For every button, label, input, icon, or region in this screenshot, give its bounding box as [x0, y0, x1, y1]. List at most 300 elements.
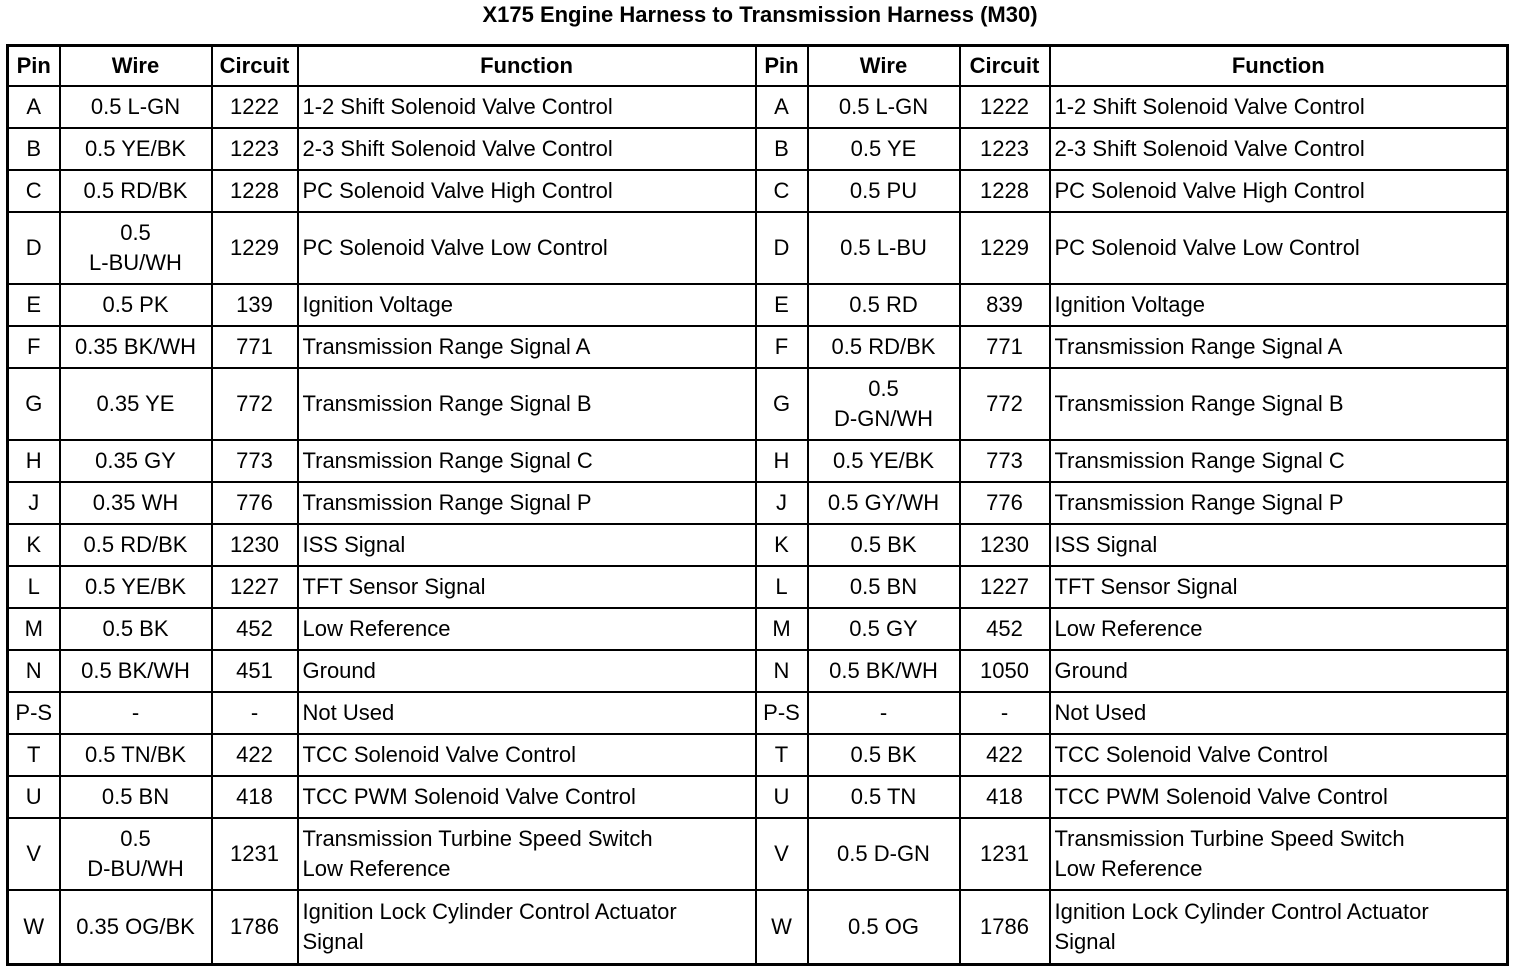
engine-side-pin-cell — [8, 734, 60, 776]
pin-cell-text: F — [774, 334, 789, 359]
circuit-cell-text: 1227 — [980, 574, 1029, 599]
wire-cell-text: 0.5 PU — [849, 178, 918, 203]
engine-side-function-cell — [298, 776, 756, 818]
transmission-side-function-cell — [1050, 692, 1508, 734]
transmission-side-circuit-cell — [960, 326, 1050, 368]
transmission-side-wire-cell — [808, 326, 960, 368]
pin-cell-text: C — [25, 178, 42, 203]
document-title: X175 Engine Harness to Transmission Harness (M30) — [482, 2, 1038, 27]
table-row — [8, 818, 1508, 890]
engine-side-circuit-cell — [212, 368, 298, 440]
transmission-side-pin-cell — [756, 692, 808, 734]
pin-cell-text: F — [27, 334, 41, 359]
pin-cell-text: N — [25, 658, 42, 683]
pin-cell-text: P-S — [763, 700, 800, 725]
function-cell-text: Not Used — [302, 700, 395, 725]
pin-cell-text: W — [771, 913, 792, 939]
transmission-side-function-cell — [1050, 608, 1508, 650]
engine-side-circuit-cell — [212, 776, 298, 818]
transmission-side-function-cell — [1050, 170, 1508, 212]
wire-cell-text: - — [879, 700, 888, 725]
transmission-side-circuit-cell — [960, 734, 1050, 776]
wire-cell-text: 0.5 TN — [850, 784, 917, 809]
engine-side-wire-cell — [60, 128, 212, 170]
table-row — [8, 128, 1508, 170]
transmission-side-circuit-cell — [960, 170, 1050, 212]
wire-cell-text: 0.5 D-BU/WH — [87, 826, 184, 881]
circuit-cell-text: 1230 — [980, 532, 1029, 557]
function-cell-text: Ignition Voltage — [1054, 292, 1205, 317]
transmission-side-circuit-cell — [960, 650, 1050, 692]
engine-side-function-cell — [298, 818, 756, 890]
engine-side-wire-cell — [60, 86, 212, 128]
transmission-side-wire-cell — [808, 212, 960, 284]
wire-cell-text: 0.5 BK — [850, 532, 917, 557]
engine-side-pin-cell — [8, 326, 60, 368]
pin-cell-text: M — [772, 616, 791, 641]
transmission-side-wire-cell — [808, 608, 960, 650]
function-cell-text: PC Solenoid Valve High Control — [1054, 178, 1365, 203]
function-cell-text: PC Solenoid Valve Low Control — [1054, 235, 1360, 260]
transmission-side-pin-cell — [756, 650, 808, 692]
wire-cell-text: 0.5 GY — [849, 616, 918, 641]
transmission-side-function-cell — [1050, 524, 1508, 566]
pin-cell-text: U — [773, 784, 790, 809]
transmission-side-circuit-cell — [960, 440, 1050, 482]
circuit-cell-text: 772 — [236, 391, 273, 416]
engine-side-function-cell — [298, 566, 756, 608]
engine-side-function-cell — [298, 284, 756, 326]
engine-side-function-cell — [298, 170, 756, 212]
circuit-cell-text: 139 — [236, 292, 273, 317]
wire-cell-text: 0.5 L-BU/WH — [89, 220, 182, 275]
wire-cell-text: 0.5 YE — [850, 136, 917, 161]
function-cell-text: Transmission Range Signal A — [1054, 334, 1343, 359]
engine-side-function-cell — [298, 692, 756, 734]
engine-side-circuit-cell — [212, 692, 298, 734]
engine-side-pin-cell — [8, 284, 60, 326]
circuit-cell-text: 1230 — [230, 532, 279, 557]
pin-cell-text: U — [25, 784, 42, 809]
circuit-cell-text: - — [1000, 700, 1009, 725]
transmission-side-pin-cell — [756, 440, 808, 482]
circuit-cell-text: 452 — [236, 616, 273, 641]
pin-cell-text: A — [774, 94, 789, 119]
engine-side-function-cell — [298, 440, 756, 482]
pin-cell-text: H — [773, 448, 790, 473]
transmission-side-function-cell — [1050, 818, 1508, 890]
engine-side-circuit-cell — [212, 734, 298, 776]
table-row — [8, 326, 1508, 368]
engine-side-circuit-cell — [212, 650, 298, 692]
function-cell-text: Transmission Range Signal P — [1054, 490, 1344, 515]
wire-cell-text: 0.35 BK/WH — [74, 334, 197, 359]
wire-cell-text: 0.35 OG/BK — [76, 913, 195, 939]
circuit-cell-text: 773 — [986, 448, 1023, 473]
transmission-side-circuit-cell — [960, 128, 1050, 170]
wire-cell-text: 0.5 RD/BK — [831, 334, 936, 359]
engine-side-wire-cell — [60, 608, 212, 650]
header-function: Function — [1050, 46, 1508, 87]
function-cell-text: Transmission Turbine Speed Switch Low Reference — [302, 826, 653, 881]
wire-cell-text: 0.5 PK — [102, 292, 169, 317]
transmission-side-pin-cell — [756, 524, 808, 566]
pin-cell-text: E — [26, 292, 42, 317]
pin-cell-text: G — [25, 391, 43, 416]
function-cell-text: Transmission Range Signal A — [302, 334, 591, 359]
wire-cell-text: 0.5 L-BU — [840, 235, 927, 260]
circuit-cell-text: 772 — [986, 391, 1023, 416]
pin-cell-text: H — [25, 448, 42, 473]
transmission-side-pin-cell — [756, 326, 808, 368]
header-pin: Pin — [8, 46, 60, 87]
pin-cell-text: L — [775, 574, 788, 599]
engine-side-wire-cell — [60, 650, 212, 692]
transmission-side-wire-cell — [808, 86, 960, 128]
engine-side-function-cell — [298, 212, 756, 284]
engine-side-pin-cell — [8, 368, 60, 440]
circuit-cell-text: 1228 — [980, 178, 1029, 203]
engine-side-circuit-cell — [212, 482, 298, 524]
engine-side-circuit-cell — [212, 212, 298, 284]
transmission-side-pin-cell — [756, 734, 808, 776]
engine-side-circuit-cell — [212, 818, 298, 890]
circuit-cell-text: 776 — [986, 490, 1023, 515]
engine-side-wire-cell — [60, 566, 212, 608]
transmission-side-function-cell — [1050, 284, 1508, 326]
circuit-cell-text: 1786 — [230, 913, 279, 939]
function-cell-text: PC Solenoid Valve Low Control — [302, 235, 608, 260]
transmission-side-pin-cell — [756, 482, 808, 524]
engine-side-pin-cell — [8, 890, 60, 964]
function-cell-text: 2-3 Shift Solenoid Valve Control — [302, 136, 613, 161]
engine-side-pin-cell — [8, 818, 60, 890]
function-cell-text: PC Solenoid Valve High Control — [302, 178, 613, 203]
wire-cell-text: 0.5 GY/WH — [827, 490, 940, 515]
circuit-cell-text: 773 — [236, 448, 273, 473]
engine-side-pin-cell — [8, 86, 60, 128]
transmission-side-function-cell — [1050, 326, 1508, 368]
table-row — [8, 86, 1508, 128]
transmission-side-pin-cell — [756, 368, 808, 440]
transmission-side-circuit-cell — [960, 608, 1050, 650]
transmission-side-circuit-cell — [960, 776, 1050, 818]
transmission-side-function-cell — [1050, 128, 1508, 170]
table-row — [8, 608, 1508, 650]
function-cell-text: TCC Solenoid Valve Control — [1054, 742, 1328, 767]
engine-side-wire-cell — [60, 440, 212, 482]
engine-side-function-cell — [298, 482, 756, 524]
engine-side-function-cell — [298, 86, 756, 128]
circuit-cell-text: 1231 — [980, 841, 1029, 866]
transmission-side-circuit-cell — [960, 368, 1050, 440]
engine-side-wire-cell — [60, 776, 212, 818]
engine-side-function-cell — [298, 890, 756, 964]
pin-cell-text: N — [773, 658, 790, 683]
circuit-cell-text: 451 — [236, 658, 273, 683]
transmission-side-wire-cell — [808, 368, 960, 440]
transmission-side-function-cell — [1050, 650, 1508, 692]
circuit-cell-text: 452 — [986, 616, 1023, 641]
transmission-side-function-cell — [1050, 212, 1508, 284]
wire-cell-text: 0.5 OG — [848, 913, 919, 939]
pin-cell-text: G — [772, 391, 791, 416]
wire-cell-text: 0.5 TN/BK — [84, 742, 187, 767]
wire-cell-text: 0.5 L-GN — [90, 94, 181, 119]
circuit-cell-text: 1222 — [980, 94, 1029, 119]
function-cell-text: Low Reference — [1054, 616, 1203, 641]
wire-cell-text: 0.5 D-GN/WH — [834, 376, 933, 431]
wire-cell-text: 0.5 RD/BK — [83, 532, 188, 557]
wire-cell-text: 0.5 BN — [849, 574, 918, 599]
circuit-cell-text: 1228 — [230, 178, 279, 203]
circuit-cell-text: 1229 — [230, 235, 279, 260]
wire-cell-text: 0.35 YE — [96, 391, 175, 416]
circuit-cell-text: 1231 — [230, 841, 279, 866]
circuit-cell-text: 422 — [236, 742, 273, 767]
header-pin: Pin — [756, 46, 808, 87]
function-cell-text: 1-2 Shift Solenoid Valve Control — [1054, 94, 1365, 119]
circuit-cell-text: 418 — [236, 784, 273, 809]
pin-cell-text: K — [774, 532, 789, 557]
engine-side-wire-cell — [60, 326, 212, 368]
table-header-row — [8, 46, 1508, 87]
function-cell-text: Transmission Turbine Speed Switch Low Reference — [1054, 826, 1405, 881]
function-cell-text: 2-3 Shift Solenoid Valve Control — [1054, 136, 1365, 161]
engine-side-pin-cell — [8, 440, 60, 482]
function-cell-text: 1-2 Shift Solenoid Valve Control — [302, 94, 613, 119]
function-cell-text: Ground — [302, 658, 376, 683]
table-row — [8, 734, 1508, 776]
engine-side-wire-cell — [60, 212, 212, 284]
engine-side-wire-cell — [60, 524, 212, 566]
transmission-side-wire-cell — [808, 890, 960, 964]
transmission-side-function-cell — [1050, 890, 1508, 964]
table-row — [8, 566, 1508, 608]
transmission-side-pin-cell — [756, 284, 808, 326]
pin-cell-text: M — [24, 616, 43, 641]
engine-side-function-cell — [298, 734, 756, 776]
table-row — [8, 170, 1508, 212]
table-row — [8, 482, 1508, 524]
function-cell-text: Ground — [1054, 658, 1128, 683]
wire-cell-text: 0.35 GY — [95, 448, 176, 473]
transmission-side-wire-cell — [808, 566, 960, 608]
transmission-side-wire-cell — [808, 284, 960, 326]
transmission-side-function-cell — [1050, 86, 1508, 128]
engine-side-circuit-cell — [212, 440, 298, 482]
engine-side-pin-cell — [8, 608, 60, 650]
transmission-side-pin-cell — [756, 818, 808, 890]
engine-side-wire-cell — [60, 284, 212, 326]
pin-cell-text: A — [26, 94, 42, 119]
transmission-side-pin-cell — [756, 890, 808, 964]
engine-side-circuit-cell — [212, 86, 298, 128]
transmission-side-wire-cell — [808, 692, 960, 734]
transmission-side-wire-cell — [808, 818, 960, 890]
engine-side-wire-cell — [60, 692, 212, 734]
function-cell-text: Transmission Range Signal C — [302, 448, 593, 473]
function-cell-text: ISS Signal — [302, 532, 406, 557]
wire-cell-text: 0.5 YE/BK — [832, 448, 935, 473]
engine-side-circuit-cell — [212, 284, 298, 326]
transmission-side-pin-cell — [756, 608, 808, 650]
engine-side-function-cell — [298, 608, 756, 650]
engine-side-circuit-cell — [212, 128, 298, 170]
wire-cell-text: 0.35 WH — [92, 490, 179, 515]
pin-cell-text: C — [773, 178, 790, 203]
wire-cell-text: 0.5 YE/BK — [84, 136, 187, 161]
header-wire: Wire — [60, 46, 212, 87]
connector-pinout-table — [6, 44, 1509, 966]
function-cell-text: TCC PWM Solenoid Valve Control — [302, 784, 636, 809]
transmission-side-circuit-cell — [960, 818, 1050, 890]
pin-cell-text: V — [26, 841, 42, 866]
table-row — [8, 284, 1508, 326]
engine-side-wire-cell — [60, 818, 212, 890]
circuit-cell-text: 1227 — [230, 574, 279, 599]
function-cell-text: Ignition Voltage — [302, 292, 453, 317]
engine-side-pin-cell — [8, 212, 60, 284]
wire-cell-text: 0.5 BK — [102, 616, 169, 641]
transmission-side-pin-cell — [756, 128, 808, 170]
function-cell-text: Transmission Range Signal B — [1054, 391, 1344, 416]
engine-side-circuit-cell — [212, 566, 298, 608]
wire-cell-text: 0.5 BK/WH — [829, 658, 938, 683]
circuit-cell-text: 1222 — [230, 94, 279, 119]
pin-cell-text: E — [774, 292, 789, 317]
pin-cell-text: T — [774, 742, 789, 767]
engine-side-function-cell — [298, 326, 756, 368]
pin-cell-text: K — [26, 532, 42, 557]
table-row — [8, 440, 1508, 482]
engine-side-function-cell — [298, 524, 756, 566]
circuit-cell-text: 1229 — [980, 235, 1029, 260]
engine-side-wire-cell — [60, 482, 212, 524]
transmission-side-pin-cell — [756, 86, 808, 128]
transmission-side-circuit-cell — [960, 692, 1050, 734]
function-cell-text: Transmission Range Signal C — [1054, 448, 1345, 473]
transmission-side-circuit-cell — [960, 524, 1050, 566]
function-cell-text: Ignition Lock Cylinder Control Actuator Signal — [302, 898, 677, 954]
function-cell-text: TFT Sensor Signal — [1054, 574, 1238, 599]
header-wire: Wire — [808, 46, 960, 87]
table-row — [8, 776, 1508, 818]
circuit-cell-text: 771 — [986, 334, 1023, 359]
transmission-side-wire-cell — [808, 128, 960, 170]
header-circuit: Circuit — [960, 46, 1050, 87]
transmission-side-pin-cell — [756, 170, 808, 212]
table-row — [8, 524, 1508, 566]
engine-side-circuit-cell — [212, 890, 298, 964]
engine-side-wire-cell — [60, 734, 212, 776]
table-row — [8, 368, 1508, 440]
engine-side-pin-cell — [8, 650, 60, 692]
function-cell-text: TFT Sensor Signal — [302, 574, 486, 599]
pin-cell-text: B — [774, 136, 789, 161]
table-row — [8, 890, 1508, 964]
engine-side-pin-cell — [8, 776, 60, 818]
function-cell-text: Transmission Range Signal B — [302, 391, 592, 416]
transmission-side-circuit-cell — [960, 566, 1050, 608]
header-circuit: Circuit — [212, 46, 298, 87]
transmission-side-wire-cell — [808, 734, 960, 776]
function-cell-text: TCC Solenoid Valve Control — [302, 742, 576, 767]
pin-cell-text: V — [774, 841, 789, 866]
engine-side-function-cell — [298, 650, 756, 692]
transmission-side-function-cell — [1050, 566, 1508, 608]
engine-side-function-cell — [298, 128, 756, 170]
engine-side-pin-cell — [8, 170, 60, 212]
header-function: Function — [298, 46, 756, 87]
pin-cell-text: D — [773, 235, 790, 260]
wire-cell-text: 0.5 BK — [850, 742, 917, 767]
transmission-side-circuit-cell — [960, 890, 1050, 964]
function-cell-text: Low Reference — [302, 616, 451, 641]
table-row — [8, 212, 1508, 284]
function-cell-text: Transmission Range Signal P — [302, 490, 592, 515]
function-cell-text: TCC PWM Solenoid Valve Control — [1054, 784, 1388, 809]
circuit-cell-text: - — [250, 700, 259, 725]
wire-cell-text: 0.5 D-GN — [837, 841, 930, 866]
engine-side-wire-cell — [60, 368, 212, 440]
circuit-cell-text: 839 — [986, 292, 1023, 317]
circuit-cell-text: 1223 — [230, 136, 279, 161]
table-row — [8, 692, 1508, 734]
transmission-side-pin-cell — [756, 566, 808, 608]
transmission-side-pin-cell — [756, 212, 808, 284]
transmission-side-wire-cell — [808, 650, 960, 692]
engine-side-wire-cell — [60, 170, 212, 212]
pin-cell-text: W — [23, 913, 45, 939]
pin-cell-text: D — [25, 235, 42, 260]
engine-side-pin-cell — [8, 524, 60, 566]
circuit-cell-text: 418 — [986, 784, 1023, 809]
function-cell-text: Ignition Lock Cylinder Control Actuator Signal — [1054, 898, 1429, 954]
transmission-side-wire-cell — [808, 482, 960, 524]
transmission-side-circuit-cell — [960, 86, 1050, 128]
transmission-side-circuit-cell — [960, 482, 1050, 524]
transmission-side-wire-cell — [808, 170, 960, 212]
wire-cell-text: 0.5 BN — [101, 784, 170, 809]
transmission-side-function-cell — [1050, 482, 1508, 524]
transmission-side-wire-cell — [808, 524, 960, 566]
engine-side-function-cell — [298, 368, 756, 440]
engine-side-pin-cell — [8, 128, 60, 170]
function-cell-text: Not Used — [1054, 700, 1147, 725]
wire-cell-text: 0.5 RD/BK — [83, 178, 188, 203]
engine-side-circuit-cell — [212, 170, 298, 212]
circuit-cell-text: 776 — [236, 490, 273, 515]
transmission-side-wire-cell — [808, 776, 960, 818]
transmission-side-circuit-cell — [960, 284, 1050, 326]
transmission-side-wire-cell — [808, 440, 960, 482]
circuit-cell-text: 1786 — [980, 913, 1029, 939]
wire-cell-text: 0.5 BK/WH — [81, 658, 190, 683]
engine-side-wire-cell — [60, 890, 212, 964]
pin-cell-text: T — [27, 742, 41, 767]
pin-cell-text: J — [776, 490, 787, 515]
transmission-side-function-cell — [1050, 368, 1508, 440]
engine-side-circuit-cell — [212, 326, 298, 368]
circuit-cell-text: 1223 — [980, 136, 1029, 161]
function-cell-text: ISS Signal — [1054, 532, 1158, 557]
transmission-side-pin-cell — [756, 776, 808, 818]
wire-cell-text: 0.5 YE/BK — [84, 574, 187, 599]
transmission-side-function-cell — [1050, 776, 1508, 818]
circuit-cell-text: 422 — [986, 742, 1023, 767]
wire-cell-text: 0.5 RD — [849, 292, 918, 317]
